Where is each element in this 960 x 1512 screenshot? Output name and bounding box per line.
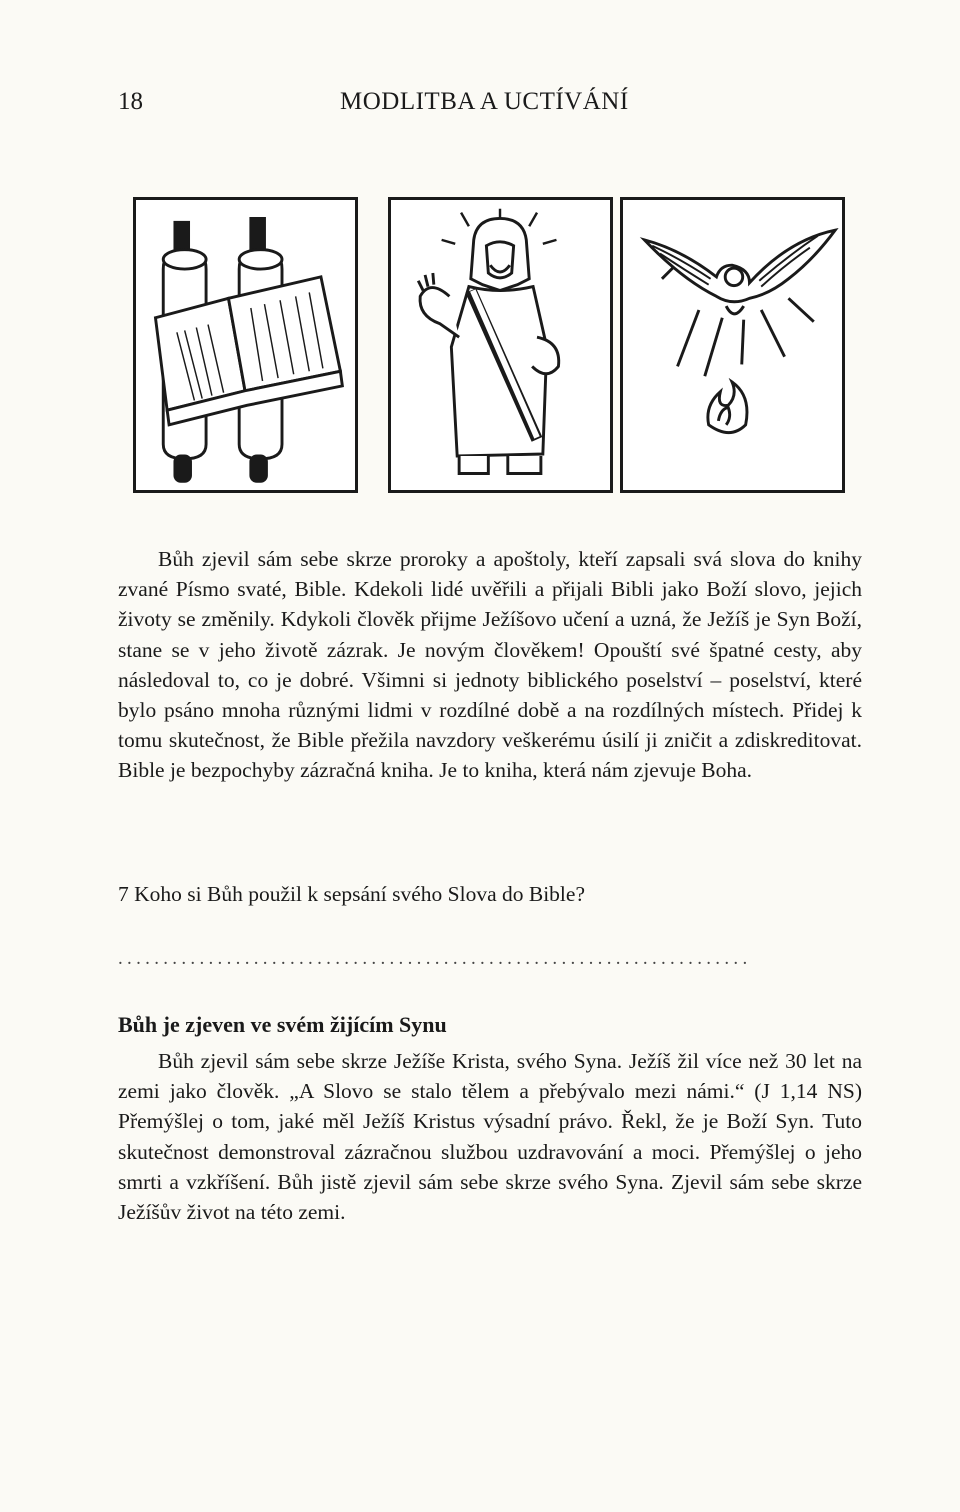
intro-paragraph: Bůh zjevil sám sebe skrze proroky a apoštoly, kteří zapsali svá slova do knihy zvané Písmo svaté, Bible. Kdekoli lidé uvěřili a přijali Bibli jako Boží slovo, jejich životy se změnily. Kdykoli člověk přijme Ježíšovo učení a uzná, že Ježíš je Syn Boží, stane se v jeho životě zázrak. Je novým člověkem! Opouští své špatné cesty, aby následoval to, co je dobré. Všimni si jednoty biblického poselství – poselství, které bylo psáno mnoha různými lidmi v rozdílné době a na rozdílných místech. Přidej k tomu skutečnost, že Bible přežila navzdory veškerému úsilí ji zničit a zdiskreditovat. Bible je bezpochyby zázračná kniha. Je to kniha, která nám zjevuje Boha. [118, 547, 862, 783]
bible-scrolls-icon [136, 200, 355, 490]
page-header [118, 88, 858, 124]
question-7: 7 Koho si Bůh použil k sepsání svého Slova do Bible? [118, 882, 585, 906]
illustration-dove-flame [620, 197, 845, 493]
dove-flame-icon [623, 200, 842, 490]
illustration-jesus [388, 197, 613, 493]
section-heading: Bůh je zjeven ve svém žijícím Synu [118, 1012, 447, 1037]
illustration-bible-scrolls [133, 197, 358, 493]
page-number: 18 [118, 88, 143, 115]
answer-line[interactable]: ...................................................................... [118, 948, 752, 969]
running-title: MODLITBA A UCTÍVÁNÍ [340, 88, 629, 115]
jesus-figure-icon [391, 200, 610, 490]
section-paragraph: Bůh zjevil sám sebe skrze Ježíše Krista, svého Syna. Ježíš žil více než 30 let na zemi jako člověk. „A Slovo se stalo tělem a přebývalo mezi námi.“ (J 1,14 NS) Přemýšlej o tom, jaké měl Ježíš Kristus výsadní právo. Řekl, že je Boží Syn. Tuto skutečnost demonstroval zázračnou službou uzdravování a moci. Přemýšlej o jeho smrti a vzkříšení. Bůh jistě zjevil sám sebe skrze svého Syna. Zjevil sám sebe skrze Ježíšův život na této zemi. [118, 1049, 862, 1225]
